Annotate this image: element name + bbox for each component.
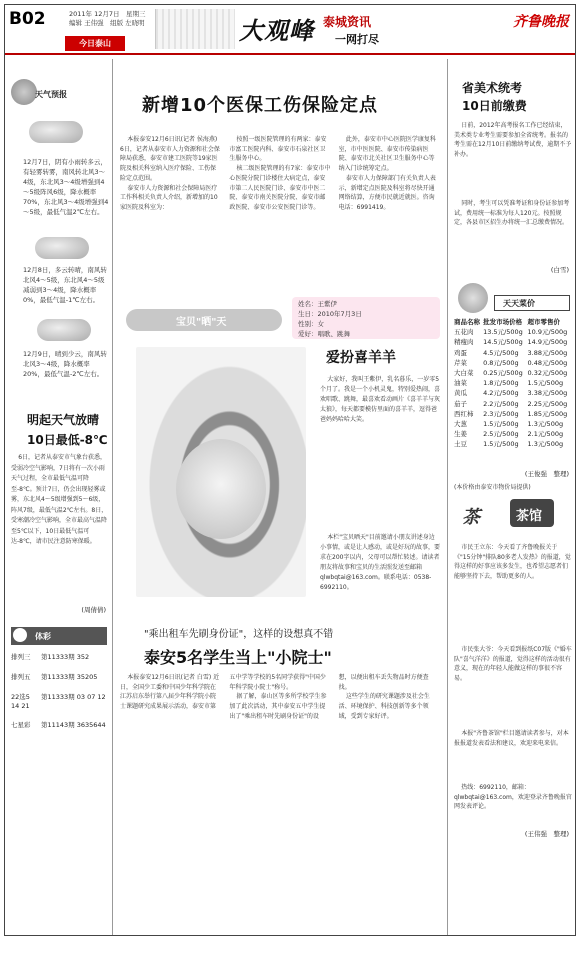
table-row <box>454 327 572 337</box>
story2-paragraph: 本报泰安12月6日讯(记者 白雪) 近日，全国少工委和中国少年科学院在江苏启东举行第八届少年科学院小院士课题研究成果展示活动，泰安市第五中学等学校的5名同学获得"中国少年科学院小院士"称号。 <box>120 674 326 711</box>
table-cell: 0.25元/500g <box>483 369 523 378</box>
right-headline-2: 10日前缴费 <box>462 99 527 113</box>
baby-story: 大家好，我叫王紫伊，乳名暮乐，一岁零5个月了。我是一个小机灵鬼，特别爱热闹，喜欢唱歌、跳舞，最喜欢看动画片《喜羊羊与灰太狼》，每天都要模仿里面的喜羊羊，逗得爸爸妈妈哈哈大笑。 <box>320 376 441 423</box>
table-cell: 4.5元/500g <box>483 348 519 357</box>
ball-icon <box>13 628 27 642</box>
side-story-body: 6日，记者从泰安市气象台获悉，受弱冷空气影响，7日将有一次小雨天气过程，全市最低气温可降至-8℃。预计7日，仍会出现轻雾或雾，东北风4～5级增强到5～6级，阵风7级，最低气温2℃左右。8日，受寒潮冷空气影响，全市最高气温降至5℃以下，10日最低气温可达-8℃，请市民注意防寒保暖。 <box>11 454 108 545</box>
tea-byline: (王伟强 整理) <box>524 830 569 838</box>
newspaper-logo: 齐鲁晚报 <box>513 14 569 30</box>
table-cell: 土豆 <box>454 440 467 449</box>
brand-subtitle-2: 一网打尽 <box>335 33 379 46</box>
tea-contact: 热线：6992110，邮箱：qlwbqtai@163.com，欢迎登录齐鲁晚报官网发表评论。 <box>454 784 572 811</box>
right-byline: (白雪) <box>550 266 569 274</box>
side-story-byline: (周倩倩) <box>81 606 106 614</box>
table-cell: 10.9元/500g <box>527 328 568 337</box>
profile-birthday: 生日：2010年7月3日 <box>298 310 362 318</box>
weather-day3: 12月9日，晴到少云，南风转北风3～4级，降水概率20%，最低气温-2℃左右。 <box>23 350 107 378</box>
story2-paragraph: 这些学生的研究课题涉及社会生活、环境保护、科技创新等多个领域，受到专家好评。 <box>338 693 430 720</box>
second-story-headline: 泰安5名学生当上"小院士" <box>144 648 332 667</box>
table-row <box>454 337 572 347</box>
right-paragraph: 日前，2012年高考报名工作已经结束，美术类专业考生需要参加全省统考。报名的考生需在12月10日前缴纳考试费，逾期不予补办。 <box>454 122 572 159</box>
weather-day2: 12月8日，多云转晴，南风转北风4～5级，东北风4～5级减弱到3～4级，降水概率0%，最低气温-1℃左右。 <box>23 266 107 304</box>
cloud-icon <box>35 237 89 259</box>
table-cell: 3.38元/500g <box>527 389 568 398</box>
table-cell: 茄子 <box>454 399 467 408</box>
table-row <box>454 399 572 409</box>
right-paragraph: 同时，考生可以凭准考证和身份证参加考试，费用统一标准为每人120元。按照规定，各县市区招生办将统一汇总缴费情况。 <box>454 200 570 227</box>
baby-headline: 爱扮喜羊羊 <box>326 350 396 366</box>
baby-column-title: 宝贝"晒"天 <box>176 317 227 328</box>
vegetable-icon <box>458 283 488 313</box>
table-cell: 2.1元/500g <box>527 430 564 439</box>
sun-icon <box>11 79 37 105</box>
veg-price-note: (本价格由泰安市物价局提供) <box>454 484 531 491</box>
tea-house-logo <box>462 497 558 535</box>
main-headline: 新增10个医保工伤保险定点 <box>142 95 379 116</box>
lottery-row: 七星彩 第11143期 3635644 <box>11 721 106 729</box>
table-row <box>454 348 572 358</box>
main-paragraph: 核二级医院管理的有7家：泰安市中心医院分院门诊楼住大病定点，泰安市第二人民医院门诊、泰安市中医二院、泰安市南关医院分院、泰安市邮政医院、泰安市公安医院门诊等。 <box>229 165 331 211</box>
brand-subtitle-1: 泰城资讯 <box>323 15 372 29</box>
baby-face-image <box>176 439 266 539</box>
tea-paragraph: 市民张大爷：今天看到报纸C07版《"婚车队"喜气洋洋》的报道，觉得这样的活动很有意义，现在的年轻人能做这样的事很不容易。 <box>454 646 572 683</box>
table-row <box>454 409 572 419</box>
table-cell: 1.5元/500g <box>483 420 519 429</box>
profile-name: 姓名：王紫伊 <box>298 300 337 308</box>
brand-title: 大观峰 <box>239 16 314 45</box>
table-cell: 西红柿 <box>454 409 474 418</box>
main-paragraph: 按照一级医院管理的有两家：泰安市富工医院内科、泰安市石泉社区卫生服务中心。 <box>229 136 327 163</box>
table-cell: 0.48元/500g <box>527 358 568 367</box>
main-paragraph: 此外，泰安市中心医院医学康复科室，市中医医院、泰安市传染病医院、泰安市北关社区卫生服务中心等纳入门诊统筹定点。 <box>338 136 436 173</box>
table-cell: 13.5元/500g <box>483 328 523 337</box>
lottery-row: 排列三 第11333期 352 <box>11 653 90 661</box>
table-cell: 芹菜 <box>454 358 467 367</box>
right-headline-1: 省美术统考 <box>462 81 523 95</box>
table-row <box>454 439 572 449</box>
table-cell: 2.2元/500g <box>483 399 519 408</box>
column-header: 商品名称 <box>454 318 480 326</box>
main-paragraph: 泰安市人力资源和社会保障局医疗工作科相关负责人介绍，新增加的10家医院及科室为： <box>120 184 218 211</box>
table-row <box>454 378 572 388</box>
cloud-icon <box>29 121 83 143</box>
page-number: B02 <box>9 9 46 29</box>
table-cell: 3.88元/500g <box>527 348 568 357</box>
lottery-row: 排列五 第11333期 35205 <box>11 673 98 681</box>
right-column <box>447 59 575 935</box>
table-cell: 黄瓜 <box>454 389 467 398</box>
veg-price-title: 天天菜价 <box>494 295 570 311</box>
table-cell: 1.5元/500g <box>483 440 519 449</box>
table-row <box>454 429 572 439</box>
table-cell: 1.5元/500g <box>527 379 564 388</box>
table-cell: 油菜 <box>454 379 467 388</box>
table-cell: 2.3元/500g <box>483 409 519 418</box>
table-cell: 1.85元/500g <box>527 409 568 418</box>
table-cell: 0.8元/500g <box>483 358 519 367</box>
baby-column-contact: 本栏"宝贝晒天"目前邀请小朋友讲述身边小事情，或是让人感动，或是好玩的故事，要求在200字以内，父母可以帮忙转述。请读者朋友将故事和宝贝的生活照发送至邮箱qlwbqtai@163.com。联系电话：0538-6992110。 <box>320 534 441 591</box>
tea-paragraph: 本报"齐鲁茶馆"栏目邀请读者参与，对本报报道发表看法和建议，欢迎来电来信。 <box>454 730 569 747</box>
issue-meta <box>69 10 146 28</box>
table-cell: 14.9元/500g <box>527 338 568 347</box>
weather-title: 天气预报 <box>35 90 67 99</box>
table-cell: 1.8元/500g <box>483 379 519 388</box>
left-column <box>5 59 113 935</box>
table-row <box>454 368 572 378</box>
table-cell: 大葱 <box>454 420 467 429</box>
table-cell: 精瘦肉 <box>454 338 474 347</box>
header-scenery-image <box>155 9 235 49</box>
table-cell: 五花肉 <box>454 328 474 337</box>
baby-column-banner <box>126 309 282 331</box>
main-story-body <box>120 135 440 245</box>
weather-today: 12月7日，阴有小雨转多云，有轻雾转雾，南风转北风3～4级，东北风3～4级增强到4～5级阵风6级，降水概率70%，东北风3～4级增强到4～5级，最低气温2℃左右。 <box>23 158 109 216</box>
column-header: 超市零售价 <box>527 318 561 326</box>
veg-price-table <box>454 317 572 450</box>
main-paragraph: 泰安市人力保障部门有关负责人表示，新增定点医院及科室将尽快开通网络结算，方便市民就近就医。咨询电话：6991419。 <box>338 174 436 211</box>
table-cell: 4.2元/500g <box>483 389 519 398</box>
side-headline-1: 明起天气放晴 <box>27 413 100 427</box>
column-header: 批发市场价格 <box>483 318 523 326</box>
tea-logo-box: 茶馆 <box>510 499 554 527</box>
table-cell: 大白菜 <box>454 369 474 378</box>
table-cell: 1.3元/500g <box>527 420 564 429</box>
profile-gender: 性别：女 <box>298 320 324 328</box>
page-header <box>5 5 575 55</box>
story2-paragraph: 据了解，泰山区等多所学校学生参加了此次活动，其中泰安五中学生提出了"乘出租车时先刷身份证"的设想，以便出租车丢失物品时方便查找。 <box>229 674 429 720</box>
section-tag: 今日泰山 <box>65 36 125 51</box>
second-story-body <box>120 673 440 783</box>
tea-paragraph: 市民王立东：今天看了齐鲁晚报关于《"15分钟"排队80多老人发热》的报道，觉得这样的好事应该多发生，也希望志愿者们能够坚持下去，帮助更多的人。 <box>454 544 571 581</box>
table-row <box>454 388 572 398</box>
table-cell: 2.25元/500g <box>527 399 568 408</box>
second-story-kicker: "乘出租车先刷身份证"，这样的设想真不错 <box>144 629 334 640</box>
profile-hobby: 爱好：唱歌、跳舞 <box>298 330 350 338</box>
main-paragraph: 本报泰安12月6日讯(记者 侯海燕) 6日，记者从泰安市人力资源和社会保障局获悉，泰安市建工医院等19家医院及相关科室纳入医疗保险、工伤保险定点范围。 <box>120 136 220 182</box>
sports-lottery-header: 体彩 <box>11 627 107 645</box>
issue-date: 2011年 12月7日 星期三 <box>69 10 146 18</box>
cloud-icon <box>37 319 91 341</box>
table-cell: 1.3元/500g <box>527 440 564 449</box>
newspaper-page <box>4 4 576 936</box>
editor-line: 编辑 王伟强 组版 左晓明 <box>69 19 145 27</box>
table-row <box>454 358 572 368</box>
table-cell: 鸡蛋 <box>454 348 467 357</box>
table-cell: 生姜 <box>454 430 467 439</box>
middle-column <box>116 59 444 935</box>
veg-byline: (王俊强 整理) <box>524 470 569 478</box>
side-headline-2: 10日最低-8℃ <box>27 433 108 447</box>
table-cell: 14.5元/500g <box>483 338 523 347</box>
baby-profile-card <box>292 297 440 339</box>
table-header-row <box>454 317 572 327</box>
tea-logo-char: 茶 <box>462 507 480 528</box>
table-cell: 2.5元/500g <box>483 430 519 439</box>
table-cell: 0.32元/500g <box>527 369 568 378</box>
lottery-row: 22选5 第11333期 03 07 12 14 21 <box>11 693 106 710</box>
table-row <box>454 419 572 429</box>
